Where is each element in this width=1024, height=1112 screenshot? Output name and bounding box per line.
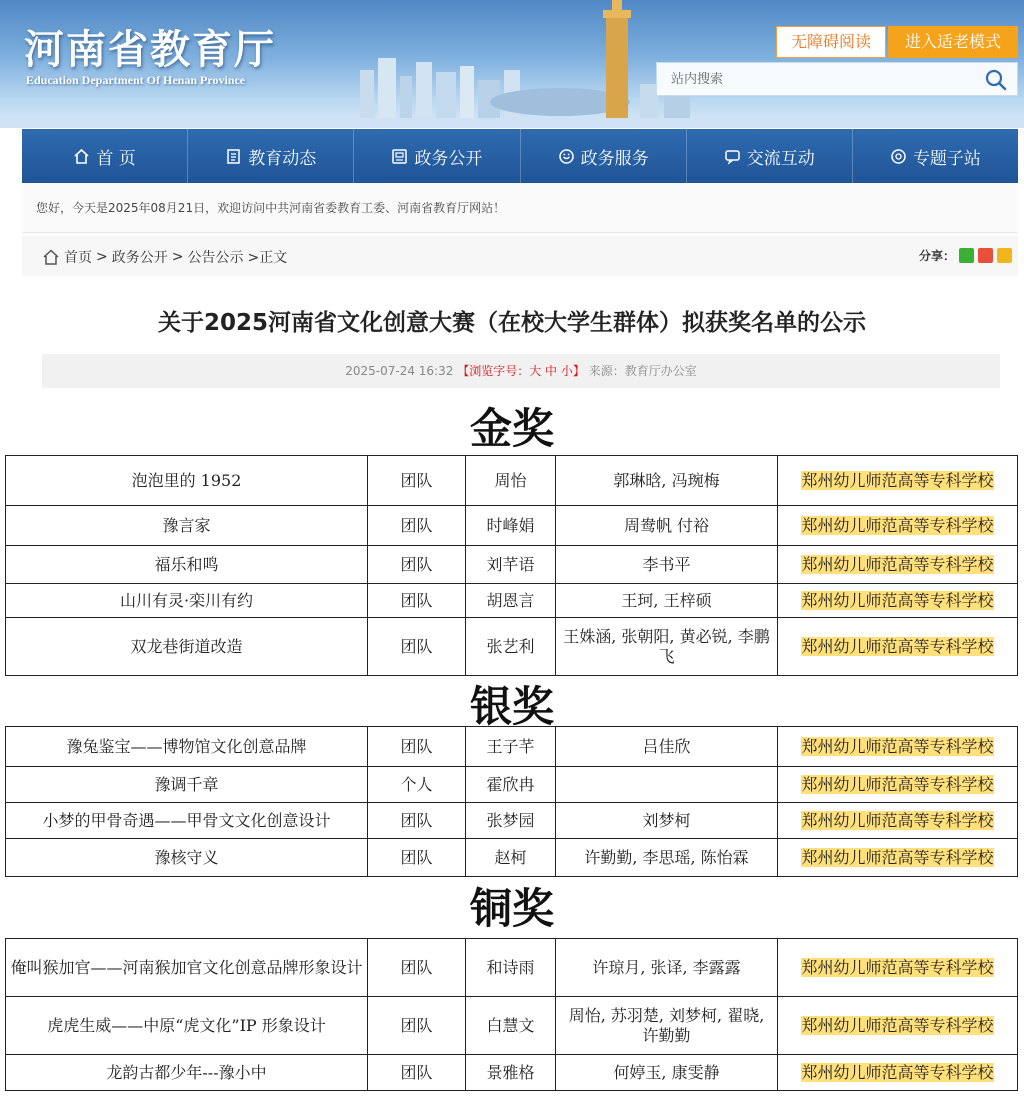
school-cell: [778, 546, 1018, 584]
table-row: [6, 997, 1018, 1055]
leader-cell: 白慧文: [466, 997, 556, 1055]
article-meta: [42, 354, 1000, 388]
school-name: 郑州幼儿师范高等专科学校: [801, 810, 994, 830]
leader-cell: 胡恩言: [466, 584, 556, 618]
entry-type-cell: 团队: [368, 456, 466, 506]
wechat-share-icon[interactable]: [959, 248, 974, 263]
font-size-large-button[interactable]: 大: [529, 364, 542, 378]
members-cell: 许琼月, 张译, 李露露: [556, 939, 778, 997]
nav-item-home[interactable]: [22, 129, 188, 183]
school-cell: [778, 939, 1018, 997]
school-cell: [778, 618, 1018, 676]
breadcrumb-separator: >: [96, 249, 108, 265]
elder-mode-button[interactable]: 进入适老模式: [888, 26, 1018, 58]
leader-cell: 张艺利: [466, 618, 556, 676]
leader-cell: 赵柯: [466, 839, 556, 877]
entry-type-cell: 团队: [368, 584, 466, 618]
font-size-label: 【浏览字号：: [457, 364, 530, 378]
work-title-cell: 双龙巷街道改造: [6, 618, 368, 676]
school-cell: [778, 1055, 1018, 1091]
school-cell: [778, 456, 1018, 506]
article-title: 关于2025河南省文化创意大赛（在校大学生群体）拟获奖名单的公示: [157, 310, 866, 336]
work-title-cell: 泡泡里的 1952: [6, 456, 368, 506]
school-cell: [778, 727, 1018, 767]
members-cell: 李书平: [556, 546, 778, 584]
font-size-small-button[interactable]: 小: [560, 364, 573, 378]
work-title-cell: 豫兔鉴宝——博物馆文化创意品牌: [6, 727, 368, 767]
breadcrumb-bar: [22, 236, 1018, 276]
site-search-box: [656, 62, 1018, 96]
table-row: [6, 1055, 1018, 1091]
leader-cell: 刘芊语: [466, 546, 556, 584]
school-name: 郑州幼儿师范高等专科学校: [801, 1015, 994, 1035]
school-name: 郑州幼儿师范高等专科学校: [801, 1062, 994, 1082]
breadcrumb-separator: >: [171, 249, 184, 265]
nav-item-government-affairs[interactable]: [354, 129, 520, 183]
leader-cell: 时峰娟: [466, 506, 556, 546]
nav-item-label: 首 页: [96, 148, 136, 169]
main-nav: [22, 129, 1018, 183]
work-title-cell: 俺叫猴加官——河南猴加官文化创意品牌形象设计: [6, 939, 368, 997]
breadcrumb-current: >正文: [247, 250, 288, 266]
silver-award-heading: 银奖: [469, 682, 554, 731]
entry-type-cell: 团队: [368, 839, 466, 877]
members-cell: 周鸯帆 付裕: [556, 506, 778, 546]
members-cell: 许勤勤, 李思瑶, 陈怡霖: [556, 839, 778, 877]
site-logo-title[interactable]: 河南省教育厅: [24, 26, 276, 73]
site-logo-subtitle: Education Department Of Henan Province: [26, 73, 246, 87]
work-title-cell: 福乐和鸣: [6, 546, 368, 584]
nav-item-education-news[interactable]: [188, 129, 354, 183]
table-row: [6, 506, 1018, 546]
members-cell: 周怡, 苏羽楚, 刘梦柯, 翟晓, 许勤勤: [556, 997, 778, 1055]
work-title-cell: 虎虎生威——中原“虎文化”IP 形象设计: [6, 997, 368, 1055]
school-name: 郑州幼儿师范高等专科学校: [801, 774, 994, 794]
breadcrumb-home[interactable]: 首页: [64, 250, 92, 266]
font-size-controls: [457, 364, 585, 378]
school-name: 郑州幼儿师范高等专科学校: [801, 736, 994, 756]
chat-icon: [724, 148, 741, 165]
publish-date: 2025-07-24 16:32: [345, 364, 454, 378]
entry-type-cell: 团队: [368, 618, 466, 676]
leader-cell: 王子芊: [466, 727, 556, 767]
entry-type-cell: 团队: [368, 727, 466, 767]
school-name: 郑州幼儿师范高等专科学校: [801, 636, 994, 656]
breadcrumb-government-affairs[interactable]: 政务公开: [111, 250, 168, 266]
members-cell: 何婷玉, 康雯静: [556, 1055, 778, 1091]
leader-cell: 和诗雨: [466, 939, 556, 997]
font-size-medium-button[interactable]: 中: [545, 364, 558, 378]
news-icon: [225, 148, 242, 165]
members-cell: 王姝涵, 张朝阳, 黄必锐, 李鹏飞: [556, 618, 778, 676]
share-bar: [919, 247, 1012, 264]
site-search-input[interactable]: [657, 63, 967, 95]
qq-share-icon[interactable]: [997, 248, 1012, 263]
members-cell: 王珂, 王梓硕: [556, 584, 778, 618]
nav-item-label: 政务公开: [414, 148, 483, 169]
leader-cell: 周怡: [466, 456, 556, 506]
gold-award-heading: 金奖: [469, 404, 554, 453]
leader-cell: 景雅格: [466, 1055, 556, 1091]
bronze-award-heading: 铜奖: [469, 884, 554, 933]
school-cell: [778, 767, 1018, 803]
entry-type-cell: 个人: [368, 767, 466, 803]
entry-type-cell: 团队: [368, 506, 466, 546]
home-icon[interactable]: [42, 248, 60, 266]
entry-type-cell: 团队: [368, 939, 466, 997]
table-row: [6, 546, 1018, 584]
school-cell: [778, 803, 1018, 839]
nav-item-label: 政务服务: [580, 148, 649, 169]
members-cell: 郭琳晗, 冯琬梅: [556, 456, 778, 506]
silver-award-table: [5, 726, 1018, 877]
table-row: [6, 456, 1018, 506]
members-cell: 吕佳欣: [556, 727, 778, 767]
table-row: [6, 839, 1018, 877]
school-name: 郑州幼儿师范高等专科学校: [801, 470, 994, 490]
school-name: 郑州幼儿师范高等专科学校: [801, 957, 994, 977]
school-name: 郑州幼儿师范高等专科学校: [801, 554, 994, 574]
bronze-award-table: [5, 938, 1018, 1091]
weibo-share-icon[interactable]: [978, 248, 993, 263]
members-cell: 刘梦柯: [556, 803, 778, 839]
school-cell: [778, 506, 1018, 546]
school-name: 郑州幼儿师范高等专科学校: [801, 847, 994, 867]
breadcrumb: [42, 247, 287, 267]
nav-item-topic-sites[interactable]: [853, 129, 1018, 183]
table-row: [6, 727, 1018, 767]
entry-type-cell: 团队: [368, 997, 466, 1055]
table-row: [6, 767, 1018, 803]
work-title-cell: 豫言家: [6, 506, 368, 546]
work-title-cell: 山川有灵·栾川有约: [6, 584, 368, 618]
nav-item-interaction[interactable]: [687, 129, 853, 183]
share-label: 分享：: [918, 249, 955, 263]
breadcrumb-announcements[interactable]: 公告公示: [187, 250, 244, 266]
welcome-message: 您好，今天是2025年08月21日，欢迎访问中共河南省委教育工委、河南省教育厅网站！: [22, 183, 1018, 233]
nav-item-government-service[interactable]: [521, 129, 687, 183]
font-size-close: 】: [572, 364, 585, 378]
school-cell: [778, 839, 1018, 877]
work-title-cell: 小梦的甲骨奇遇——甲骨文文化创意设计: [6, 803, 368, 839]
search-icon[interactable]: [985, 69, 1007, 91]
table-row: [6, 939, 1018, 997]
school-cell: [778, 584, 1018, 618]
work-title-cell: 豫调千章: [6, 767, 368, 803]
topic-icon: [890, 148, 907, 165]
nav-item-label: 交流互动: [746, 148, 815, 169]
home-icon: [73, 148, 90, 165]
article-source: 来源：教育厅办公室: [588, 364, 697, 378]
leader-cell: 霍欣冉: [466, 767, 556, 803]
table-row: [6, 803, 1018, 839]
work-title-cell: 龙韵古都少年---豫小中: [6, 1055, 368, 1091]
school-name: 郑州幼儿师范高等专科学校: [801, 515, 994, 535]
entry-type-cell: 团队: [368, 1055, 466, 1091]
gold-award-table: [5, 455, 1018, 676]
service-icon: [558, 148, 575, 165]
work-title-cell: 豫核守义: [6, 839, 368, 877]
nav-item-label: 教育动态: [248, 148, 317, 169]
leader-cell: 张梦园: [466, 803, 556, 839]
school-cell: [778, 997, 1018, 1055]
table-row: [6, 618, 1018, 676]
accessibility-reading-button[interactable]: 无障碍阅读: [776, 26, 886, 58]
nav-item-label: 专题子站: [912, 148, 981, 169]
site-banner: [0, 0, 1024, 128]
entry-type-cell: 团队: [368, 803, 466, 839]
table-row: [6, 584, 1018, 618]
document-icon: [391, 148, 408, 165]
members-cell: [556, 767, 778, 803]
entry-type-cell: 团队: [368, 546, 466, 584]
school-name: 郑州幼儿师范高等专科学校: [801, 590, 994, 610]
